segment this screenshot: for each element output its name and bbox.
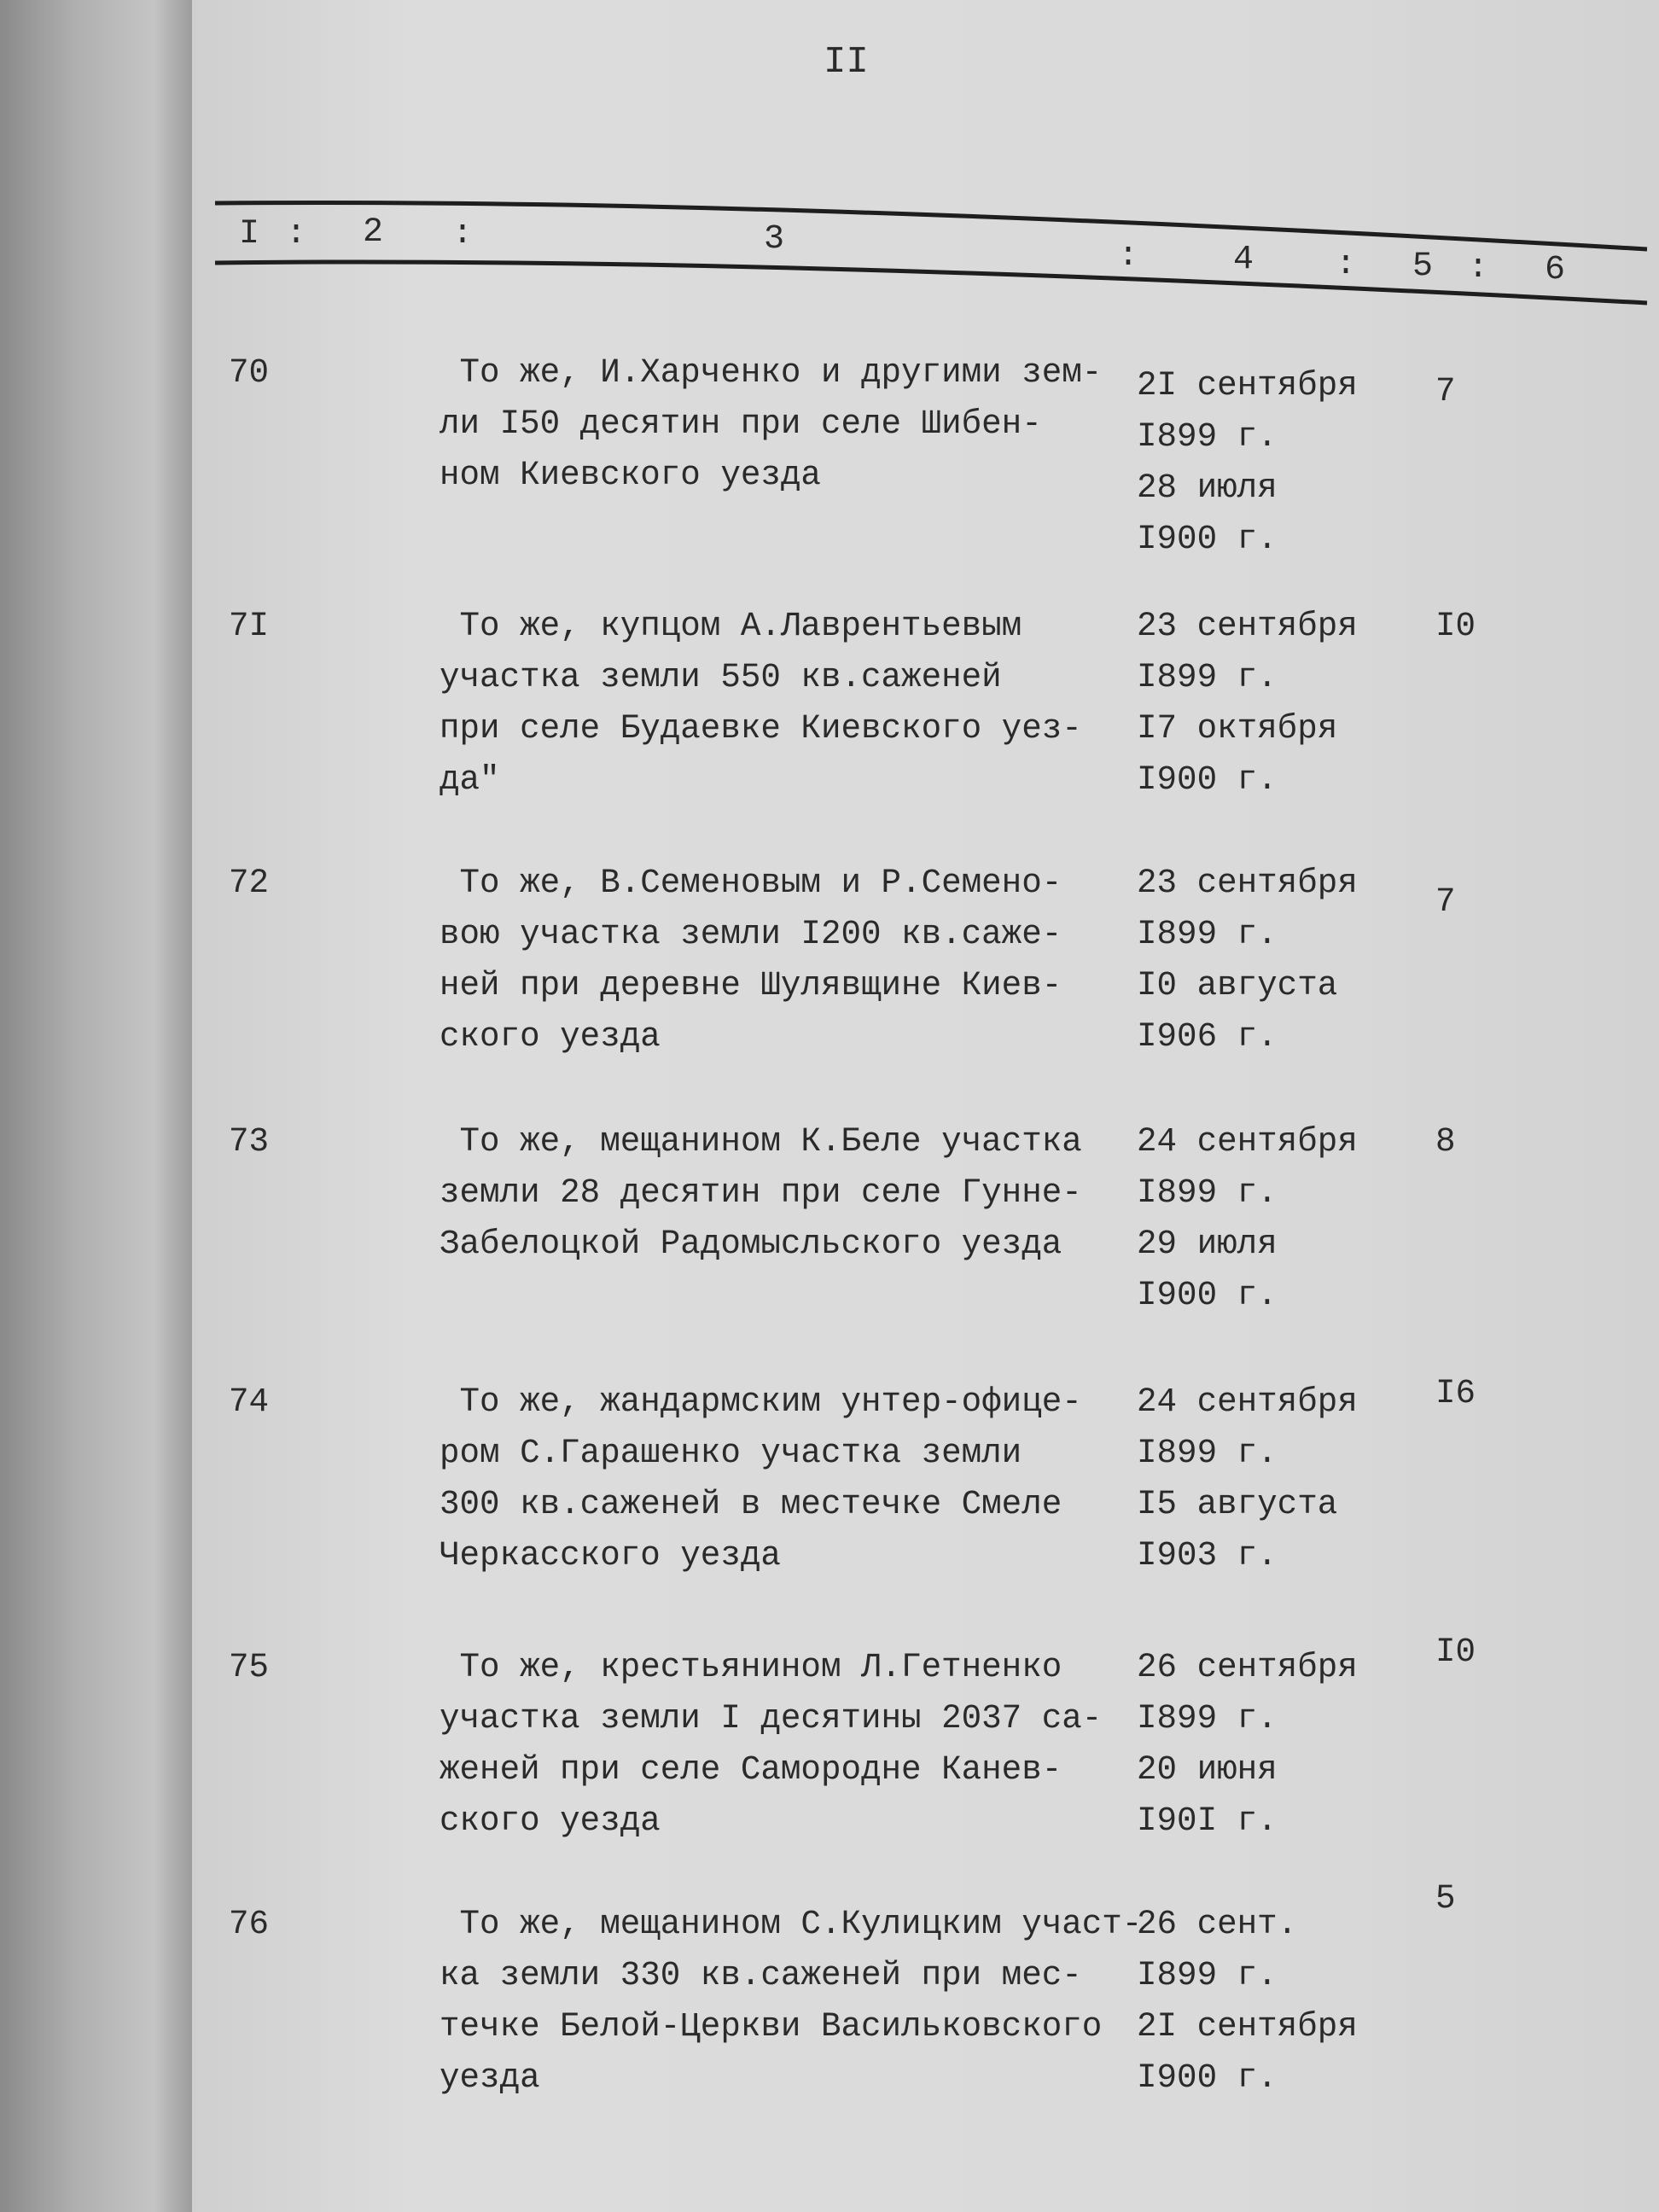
entry-sheet-count: I0 (1435, 608, 1476, 646)
entry-description-line: участка земли 550 кв.саженей (439, 659, 1002, 697)
entry-date-line: I900 г. (1137, 521, 1278, 559)
entry-description-line: 300 кв.саженей в местечке Смеле (439, 1486, 1062, 1524)
entry-date-line: I899 г. (1137, 1700, 1278, 1738)
entry-description-line: ского уезда (439, 1018, 661, 1057)
entry-description-line: да" (439, 761, 500, 800)
entry-sheet-count: I0 (1435, 1633, 1476, 1672)
entry-description-line: То же, мещанином К.Беле участка (439, 1123, 1082, 1161)
entry-date-line: 2I сентября (1137, 2008, 1358, 2046)
entry-date-line: I899 г. (1137, 916, 1278, 954)
entry-description-line: То же, мещанином С.Кулицким участ- (439, 1906, 1143, 1944)
entry-number: 73 (229, 1123, 270, 1161)
entry-description-line: То же, В.Семеновым и Р.Семено- (439, 864, 1062, 903)
entry-date-line: 29 июля (1137, 1225, 1278, 1264)
entry-date-line: I906 г. (1137, 1018, 1278, 1057)
entry-description-line: Забелоцкой Радомысльского уезда (439, 1225, 1062, 1264)
entry-date-line: I90I г. (1137, 1802, 1278, 1841)
entry-description-line: участка земли I десятины 2037 са- (439, 1700, 1103, 1738)
column-header-4: 4 (1233, 241, 1254, 279)
entry-date-line: I899 г. (1137, 1957, 1278, 1995)
entry-date-line: I900 г. (1137, 2059, 1278, 2098)
entry-date-line: 24 сентября (1137, 1383, 1358, 1422)
column-separator: : (1118, 237, 1139, 276)
entry-number: 70 (229, 354, 270, 393)
header-rules (0, 0, 1659, 341)
entry-description-line: ка земли 330 кв.саженей при мес- (439, 1957, 1082, 1995)
entry-date-line: I899 г. (1137, 1174, 1278, 1213)
entry-description-line: То же, жандармским унтер-офице- (439, 1383, 1082, 1422)
column-separator: : (452, 215, 474, 253)
entry-date-line: 24 сентября (1137, 1123, 1358, 1161)
entry-sheet-count: I6 (1435, 1375, 1476, 1413)
entry-description-line: ского уезда (439, 1802, 661, 1841)
entry-date-line: 28 июля (1137, 469, 1278, 508)
entry-sheet-count: 7 (1435, 883, 1456, 922)
entry-date-line: I899 г. (1137, 418, 1278, 457)
entry-number: 75 (229, 1649, 270, 1687)
column-separator: : (286, 215, 307, 253)
entry-date-line: I899 г. (1137, 659, 1278, 697)
entry-sheet-count: 5 (1435, 1880, 1456, 1918)
column-header-1: I (239, 215, 260, 253)
entry-description-line: течке Белой-Церкви Васильковского (439, 2008, 1103, 2046)
entry-description-line: уезда (439, 2059, 540, 2098)
column-header-5: 5 (1412, 247, 1434, 286)
column-separator: : (1336, 246, 1357, 284)
entry-date-line: I900 г. (1137, 761, 1278, 800)
entry-date-line: I903 г. (1137, 1537, 1278, 1575)
header-top-rule (215, 202, 1647, 249)
column-header-3: 3 (764, 220, 785, 259)
entry-description-line: То же, купцом А.Лаврентьевым (439, 608, 1022, 646)
entry-sheet-count: 8 (1435, 1123, 1456, 1161)
entry-date-line: 2I сентября (1137, 367, 1358, 405)
entry-number: 72 (229, 864, 270, 903)
entry-date-line: I0 августа (1137, 967, 1338, 1005)
entry-sheet-count: 7 (1435, 373, 1456, 411)
entry-description-line: вою участка земли I200 кв.саже- (439, 916, 1062, 954)
entry-description-line: при селе Будаевке Киевского уез- (439, 710, 1082, 748)
entry-date-line: 23 сентября (1137, 608, 1358, 646)
entry-description-line: женей при селе Самородне Канев- (439, 1751, 1062, 1790)
entry-description-line: ней при деревне Шулявщине Киев- (439, 967, 1062, 1005)
entry-date-line: I7 октября (1137, 710, 1338, 748)
entry-description-line: земли 28 десятин при селе Гунне- (439, 1174, 1082, 1213)
entry-description-line: ном Киевского уезда (439, 457, 821, 495)
entry-date-line: I900 г. (1137, 1277, 1278, 1315)
entry-date-line: I5 августа (1137, 1486, 1338, 1524)
entry-description-line: ли I50 десятин при селе Шибен- (439, 405, 1042, 444)
entry-description-line: Черкасского уезда (439, 1537, 781, 1575)
entry-number: 7I (229, 608, 270, 646)
entry-description-line: То же, И.Харченко и другими зем- (439, 354, 1103, 393)
entry-date-line: 26 сент. (1137, 1906, 1298, 1944)
column-header-6: 6 (1545, 251, 1566, 289)
entry-number: 76 (229, 1906, 270, 1944)
entry-number: 74 (229, 1383, 270, 1422)
entry-description-line: То же, крестьянином Л.Гетненко (439, 1649, 1062, 1687)
entry-date-line: 20 июня (1137, 1751, 1278, 1790)
entry-date-line: 23 сентября (1137, 864, 1358, 903)
entry-date-line: 26 сентября (1137, 1649, 1358, 1687)
entry-description-line: ром С.Гарашенко участка земли (439, 1435, 1022, 1473)
page-number: II (824, 41, 869, 84)
column-separator: : (1468, 249, 1489, 288)
entry-date-line: I899 г. (1137, 1435, 1278, 1473)
column-header-2: 2 (363, 213, 384, 252)
